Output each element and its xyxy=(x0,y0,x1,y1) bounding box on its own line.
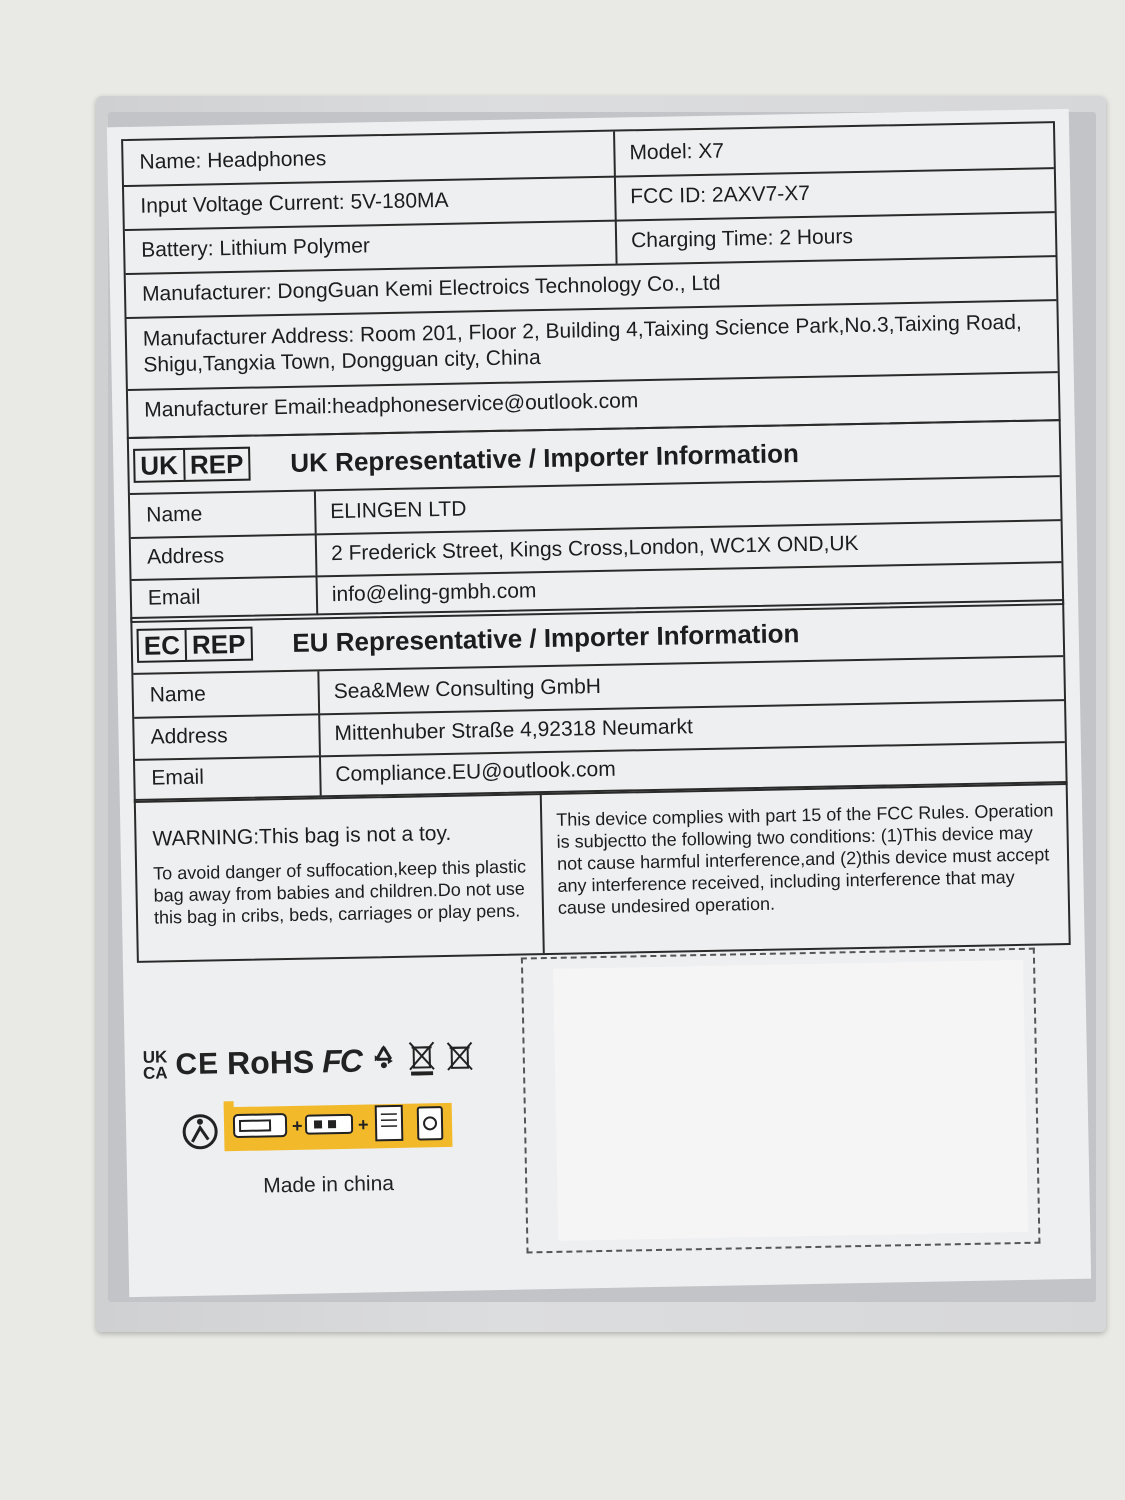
spec-battery: Battery: Lithium Polymer xyxy=(141,234,371,262)
uk-email-value: info@eling-gmbh.com xyxy=(331,579,537,607)
product-label xyxy=(107,109,1091,1297)
fc-mark: FC xyxy=(321,1042,362,1080)
spec-charging-time: Charging Time: 2 Hours xyxy=(630,225,854,253)
circuit-board-icon xyxy=(306,1115,352,1134)
eu-address-label: Address xyxy=(150,724,228,749)
uk-address-value: 2 Frederick Street, Kings Cross,London, WC1X OND,UK xyxy=(330,531,859,566)
svg-text:+: + xyxy=(291,1115,303,1136)
uk-rep-badge xyxy=(133,447,251,483)
ukca-bottom: CA xyxy=(142,1062,168,1083)
battery-icon xyxy=(234,1114,286,1137)
eu-name-value: Sea&Mew Consulting GmbH xyxy=(333,674,602,704)
eu-email-label: Email xyxy=(151,765,205,790)
ukca-mark xyxy=(142,1046,168,1083)
uk-rep-table xyxy=(127,419,1064,623)
recycle-icon xyxy=(369,1043,400,1079)
weee-bin-icon xyxy=(406,1039,437,1081)
spec-manufacturer-address: Manufacturer Address: Room 201, Floor 2, Building 4,Taixing Science Park,No.3,Taixing Road, Shigu,Tangxia Town, Dongguan city, China xyxy=(142,310,1022,377)
spec-fcc-id: FCC ID: 2AXV7-X7 xyxy=(630,181,811,209)
ukca-top: UK xyxy=(142,1046,168,1067)
eu-email-value: Compliance.EU@outlook.com xyxy=(335,757,616,787)
disposal-person-icon xyxy=(184,1115,217,1148)
uk-rep-badge-left: UK xyxy=(135,450,185,481)
uk-address-label: Address xyxy=(146,544,225,569)
spec-manufacturer-email: Manufacturer Email:headphoneservice@outlook.com xyxy=(144,389,639,422)
ec-rep-badge-left: EC xyxy=(139,630,188,661)
spec-name: Name: Headphones xyxy=(139,147,327,174)
spec-table xyxy=(121,121,1061,439)
spec-manufacturer: Manufacturer: DongGuan Kemi Electroics Technology Co., Ltd xyxy=(141,271,721,306)
certification-marks xyxy=(142,1038,475,1085)
eu-rep-table xyxy=(130,599,1067,803)
eu-address-value: Mittenhuber Straße 4,92318 Neumarkt xyxy=(334,715,694,746)
eu-name-label: Name xyxy=(149,682,207,707)
eu-rep-title: EU Representative / Importer Information xyxy=(292,617,800,658)
manual-icon xyxy=(376,1106,403,1140)
ec-rep-badge-right: REP xyxy=(191,628,246,660)
recycling-bin-icon xyxy=(418,1107,443,1139)
uk-rep-badge-right: REP xyxy=(189,448,244,480)
warning-body: To avoid danger of suffocation,keep this plastic bag away from babies and children.Do not use this bag in cribs, beds, carriages or play pens. xyxy=(153,856,527,928)
ec-rep-badge xyxy=(136,627,252,663)
fcc-statement: This device complies with part 15 of the FCC Rules. Operation is subjectto the following two conditions: (1)This device may not cause harmful interference,and (2)this device must accept any interference received, including interference that may cause undesired operation. xyxy=(556,800,1054,918)
spec-model: Model: X7 xyxy=(629,139,725,165)
svg-text:+: + xyxy=(357,1114,369,1135)
rohs-mark: RoHS xyxy=(226,1043,315,1082)
made-in-label: Made in china xyxy=(262,1172,395,1198)
recycling-instructions-strip xyxy=(180,1097,457,1158)
warning-block xyxy=(136,793,543,961)
uk-name-value: ELINGEN LTD xyxy=(330,497,467,524)
warning-fcc-box xyxy=(134,781,1071,963)
spec-input-voltage: Input Voltage Current: 5V-180MA xyxy=(140,188,449,218)
uk-name-label: Name xyxy=(146,502,203,527)
uk-email-label: Email xyxy=(147,585,201,610)
warning-title: WARNING:This bag is not a toy. xyxy=(152,821,452,851)
ce-mark: CE xyxy=(175,1046,220,1081)
blank-sticker-patch xyxy=(553,960,1028,1241)
uk-rep-title: UK Representative / Importer Information xyxy=(290,437,800,478)
weee-bin-crossed-icon xyxy=(444,1039,475,1079)
